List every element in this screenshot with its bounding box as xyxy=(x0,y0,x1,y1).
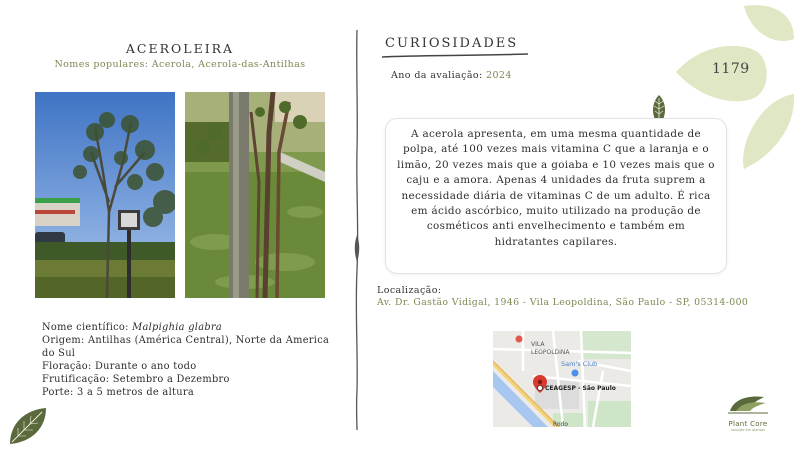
brand-logo xyxy=(723,393,773,432)
flowering-row xyxy=(42,360,332,373)
tree-photo-sky xyxy=(35,92,175,298)
map-district-line1: VILA xyxy=(531,341,545,348)
fruiting-row xyxy=(42,373,332,386)
evaluation-year xyxy=(391,70,512,81)
size-row xyxy=(42,386,332,399)
vertical-divider xyxy=(350,30,364,430)
origin-value: Antilhas (América Central), Norte da America do Sul xyxy=(42,335,330,359)
plant-facts xyxy=(42,321,332,399)
map-pin-label: CEAGESP - São Paulo xyxy=(545,385,616,392)
origin-row xyxy=(42,334,332,360)
curiosities-text-card xyxy=(385,118,727,274)
fruiting-label: Frutificação: xyxy=(42,374,110,385)
scientific-name-label: Nome científico: xyxy=(42,322,129,333)
map-store-label: Sam's Club xyxy=(561,360,598,368)
fruiting-value: Setembro a Dezembro xyxy=(112,374,230,385)
popular-names xyxy=(20,59,340,70)
location-address: Av. Dr. Gastão Vidigal, 1946 - Vila Leopoldina, São Paulo - SP, 05314-000 xyxy=(377,297,749,308)
plant-name: ACEROLEIRA xyxy=(125,41,235,56)
title-underline xyxy=(380,52,530,60)
flowering-value: Durante o ano todo xyxy=(95,361,197,372)
size-value: 3 a 5 metros de altura xyxy=(77,387,194,398)
curiosities-title: CURIOSIDADES xyxy=(385,36,519,51)
brand-tagline: solução em plantas xyxy=(730,428,766,432)
size-label: Porte: xyxy=(42,387,74,398)
popular-names-value: Acerola, Acerola-das-Antilhas xyxy=(151,59,306,70)
map-district-line2: LEOPOLDINA xyxy=(531,349,570,356)
corner-leaf-icon xyxy=(8,406,48,446)
scientific-name-value: Malpighia glabra xyxy=(132,322,223,333)
origin-label: Origem: xyxy=(42,335,85,346)
location-map[interactable] xyxy=(493,331,631,427)
popular-names-label: Nomes populares: xyxy=(54,59,149,70)
curiosities-text: A acerola apresenta, em uma mesma quantidade de polpa, até 100 vezes mais vitamina C que a laranja e o limão, 20 vezes mais que a goiaba e 10 vezes mais que o caju e a amora. Apenas 4 unidades da fruta suprem a necessidade diária de vitaminas C de um adulto. É rica em ácido ascórbico, muito utilizado na produção de cosméticos anti envelhecimento e também em hidratantes capilares. xyxy=(397,128,715,248)
plant-core-logo-icon xyxy=(726,393,770,415)
evaluation-year-label: Ano da avaliação: xyxy=(391,70,483,81)
tree-photo-trunk xyxy=(185,92,325,298)
evaluation-year-value: 2024 xyxy=(486,70,512,81)
plant-code: 1179 xyxy=(712,61,750,77)
map-road-label: Rodo xyxy=(553,421,569,427)
scientific-name-row xyxy=(42,321,332,334)
location-label: Localização: xyxy=(377,285,442,296)
flowering-label: Floração: xyxy=(42,361,92,372)
brand-name: Plant Core xyxy=(728,420,768,428)
